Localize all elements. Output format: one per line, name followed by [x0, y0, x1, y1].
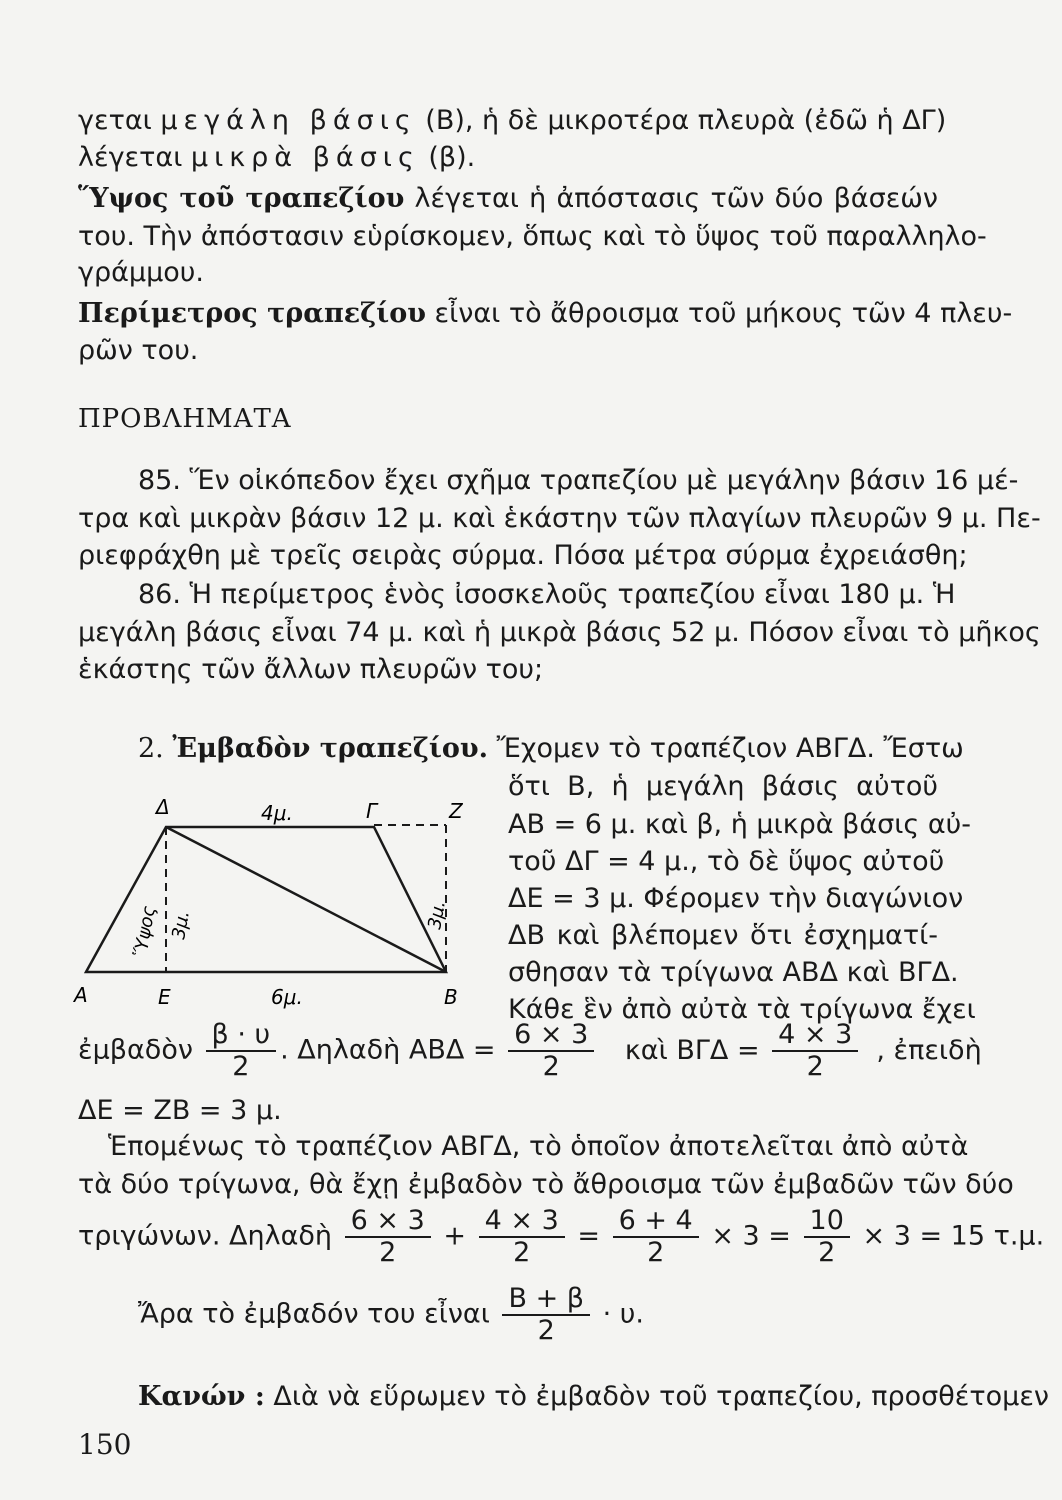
- denominator: 2: [537, 1315, 555, 1346]
- section-2-line: τοῦ ΔΓ = 4 μ., τὸ δὲ ὕψος αὐτοῦ: [508, 846, 945, 877]
- denominator: 2: [818, 1237, 836, 1268]
- text-line: γράμμου.: [78, 257, 204, 288]
- fraction-6plus4-over-2: [613, 1206, 699, 1268]
- problem-86-line: ἑκάστης τῶν ἄλλων πλευρῶν του;: [78, 654, 544, 685]
- label-zeta: Ζ: [449, 799, 463, 823]
- numerator: 4 × 3: [772, 1020, 858, 1052]
- label-height-left: 3μ.: [168, 909, 194, 941]
- problem-85-line: τρα καὶ μικρὰν βάσιν 12 μ. καὶ ἑκάστην τῶν πλαγίων πλευρῶν 9 μ. Πε-: [78, 503, 1041, 534]
- fraction-b-h-over-2: [206, 1020, 277, 1082]
- formula-prefix: τριγώνων. Δηλαδὴ: [78, 1220, 333, 1252]
- formula-text: . Δηλαδὴ ΑΒΔ =: [280, 1034, 496, 1066]
- spaced-term: μεγάλη βάσις: [160, 105, 417, 136]
- numerator: β · υ: [206, 1020, 277, 1052]
- text-line: Ἑπομένως τὸ τραπέζιον ΑΒΓΔ, τὸ ὁποῖον ἀποτελεῖται ἀπὸ αὐτὰ: [108, 1131, 969, 1162]
- text-line: λέγεται μικρὰ βάσις (β).: [78, 142, 476, 173]
- denominator: 2: [379, 1237, 397, 1268]
- label-height-right: 3μ.: [424, 899, 450, 931]
- formula-text: καὶ ΒΓΔ =: [624, 1034, 760, 1066]
- numerator: 10: [804, 1206, 850, 1238]
- term-perimeter: Περίμετρος τραπεζίου: [78, 298, 426, 329]
- section-2-line: ΑΒ = 6 μ. καὶ β, ἡ μικρὰ βάσις αὐ-: [508, 809, 972, 840]
- fraction-B-plus-b-over-2: [502, 1284, 590, 1346]
- denominator: 2: [806, 1051, 824, 1082]
- text-line: ρῶν του.: [78, 335, 199, 366]
- text-line: ΔΕ = ΖΒ = 3 μ.: [78, 1095, 282, 1126]
- formula-prefix: ἐμβαδὸν: [78, 1034, 193, 1066]
- trapezoid-figure: [66, 790, 506, 1020]
- rule-line: [138, 1380, 1050, 1414]
- diagonal-DB: [166, 827, 446, 972]
- label-delta: Δ: [156, 795, 170, 819]
- formula-prefix: Ἄρα τὸ ἐμβαδόν του εἶναι: [138, 1298, 490, 1330]
- formula-suffix: · υ.: [602, 1298, 644, 1330]
- numerator: 6 × 3: [508, 1020, 594, 1052]
- fraction-6x3-over-2: [345, 1206, 431, 1268]
- label-top-length: 4μ.: [261, 801, 293, 825]
- denominator: 2: [232, 1051, 250, 1082]
- term-perimeter-definition: εἶναι τὸ ἄθροισμα τοῦ μήκους τῶν 4 πλευ-: [425, 298, 1013, 329]
- formula-text: × 3 =: [711, 1220, 791, 1252]
- denominator: 2: [542, 1051, 560, 1082]
- problem-85-line: 85. Ἕν οἰκόπεδον ἔχει σχῆμα τραπεζίου μὲ μεγάλην βάσιν 16 μέ-: [138, 465, 1019, 496]
- fraction-4x3-over-2: [772, 1020, 858, 1082]
- section-2-line: ΔΕ = 3 μ. Φέρομεν τὴν διαγώνιον: [508, 883, 964, 914]
- fraction-10-over-2: [804, 1206, 850, 1268]
- rule-label: Κανών :: [138, 1381, 265, 1412]
- section-intro: Ἔχομεν τὸ τραπέζιον ΑΒΓΔ. Ἔστω: [488, 733, 964, 764]
- text-line: [78, 297, 1013, 331]
- section-2-line: σθησαν τὰ τρίγωνα ΑΒΔ καὶ ΒΓΔ.: [508, 957, 959, 988]
- problem-86-line: 86. Ἡ περίμετρος ἑνὸς ἰσοσκελοῦς τραπεζίου εἶναι 180 μ. Ἡ: [138, 579, 956, 610]
- formula-general-area: [138, 1284, 998, 1346]
- formula-triangle-areas: [78, 1019, 982, 1082]
- numerator: 6 × 3: [345, 1206, 431, 1238]
- label-epsilon: Ε: [158, 985, 171, 1009]
- section-number: 2.: [138, 733, 164, 764]
- section-2-line: Κάθε ἓν ἀπὸ αὐτὰ τὰ τρίγωνα ἔχει: [508, 994, 976, 1025]
- term-height: Ὕψος τοῦ τραπεζίου: [78, 183, 405, 214]
- section-2-line: ΔΒ καὶ βλέπομεν ὅτι ἐσχηματί-: [508, 920, 938, 951]
- section-2-line: ὅτι Β, ἡ μεγάλη βάσις αὐτοῦ: [508, 771, 938, 802]
- problem-85-line: ριεφράχθη μὲ τρεῖς σειρὰς σύρμα. Πόσα μέτρα σύρμα ἐχρειάσθη;: [78, 540, 968, 571]
- formula-result: × 3 = 15 τ.μ.: [862, 1220, 1045, 1252]
- label-gamma: Γ: [366, 799, 378, 823]
- problem-86-line: μεγάλη βάσις εἶναι 74 μ. καὶ ἡ μικρὰ βάσις 52 μ. Πόσον εἶναι τὸ μῆκος: [78, 617, 1041, 648]
- denominator: 2: [647, 1237, 665, 1268]
- label-bottom-length: 6μ.: [271, 985, 303, 1009]
- label-alpha: Α: [74, 983, 88, 1007]
- rule-text: Διὰ νὰ εὕρωμεν τὸ ἐμβαδὸν τοῦ τραπεζίου, προσθέτομεν: [264, 1381, 1050, 1412]
- text-line: τὰ δύο τρίγωνα, θὰ ἔχῃ ἐμβαδὸν τὸ ἄθροισμα τῶν ἐμβαδῶν τῶν δύο: [78, 1169, 1014, 1200]
- spaced-term: μικρὰ βάσις: [190, 142, 420, 173]
- fraction-4x3-over-2: [479, 1206, 565, 1268]
- numerator: Β + β: [502, 1284, 590, 1316]
- fraction-6x3-over-2: [508, 1020, 594, 1082]
- denominator: 2: [513, 1237, 531, 1268]
- page-number: 150: [78, 1428, 132, 1461]
- section-title: Ἐμβαδὸν τραπεζίου.: [172, 733, 489, 764]
- text-line: του. Τὴν ἀπόστασιν εὑρίσκομεν, ὅπως καὶ τὸ ὕψος τοῦ παραλληλο-: [78, 221, 987, 252]
- label-beta: Β: [444, 985, 458, 1009]
- equals-sign: =: [577, 1220, 600, 1252]
- problems-heading: ΠΡΟΒΛΗΜΑΤΑ: [78, 404, 292, 434]
- formula-text: , ἐπειδὴ: [876, 1034, 982, 1066]
- text-line: γεται μεγάλη βάσις (Β), ἡ δὲ μικροτέρα πλευρὰ (ἐδῶ ἡ ΔΓ): [78, 105, 947, 136]
- numerator: 6 + 4: [613, 1206, 699, 1238]
- numerator: 4 × 3: [479, 1206, 565, 1238]
- formula-trapezoid-sum: [78, 1205, 1045, 1268]
- label-height-word: Ὕψος: [130, 904, 160, 959]
- section-2-title-line: [138, 732, 964, 766]
- term-height-definition: λέγεται ἡ ἀπόστασις τῶν δύο βάσεών: [404, 183, 938, 214]
- plus-sign: +: [443, 1220, 467, 1252]
- text-line: [78, 182, 938, 216]
